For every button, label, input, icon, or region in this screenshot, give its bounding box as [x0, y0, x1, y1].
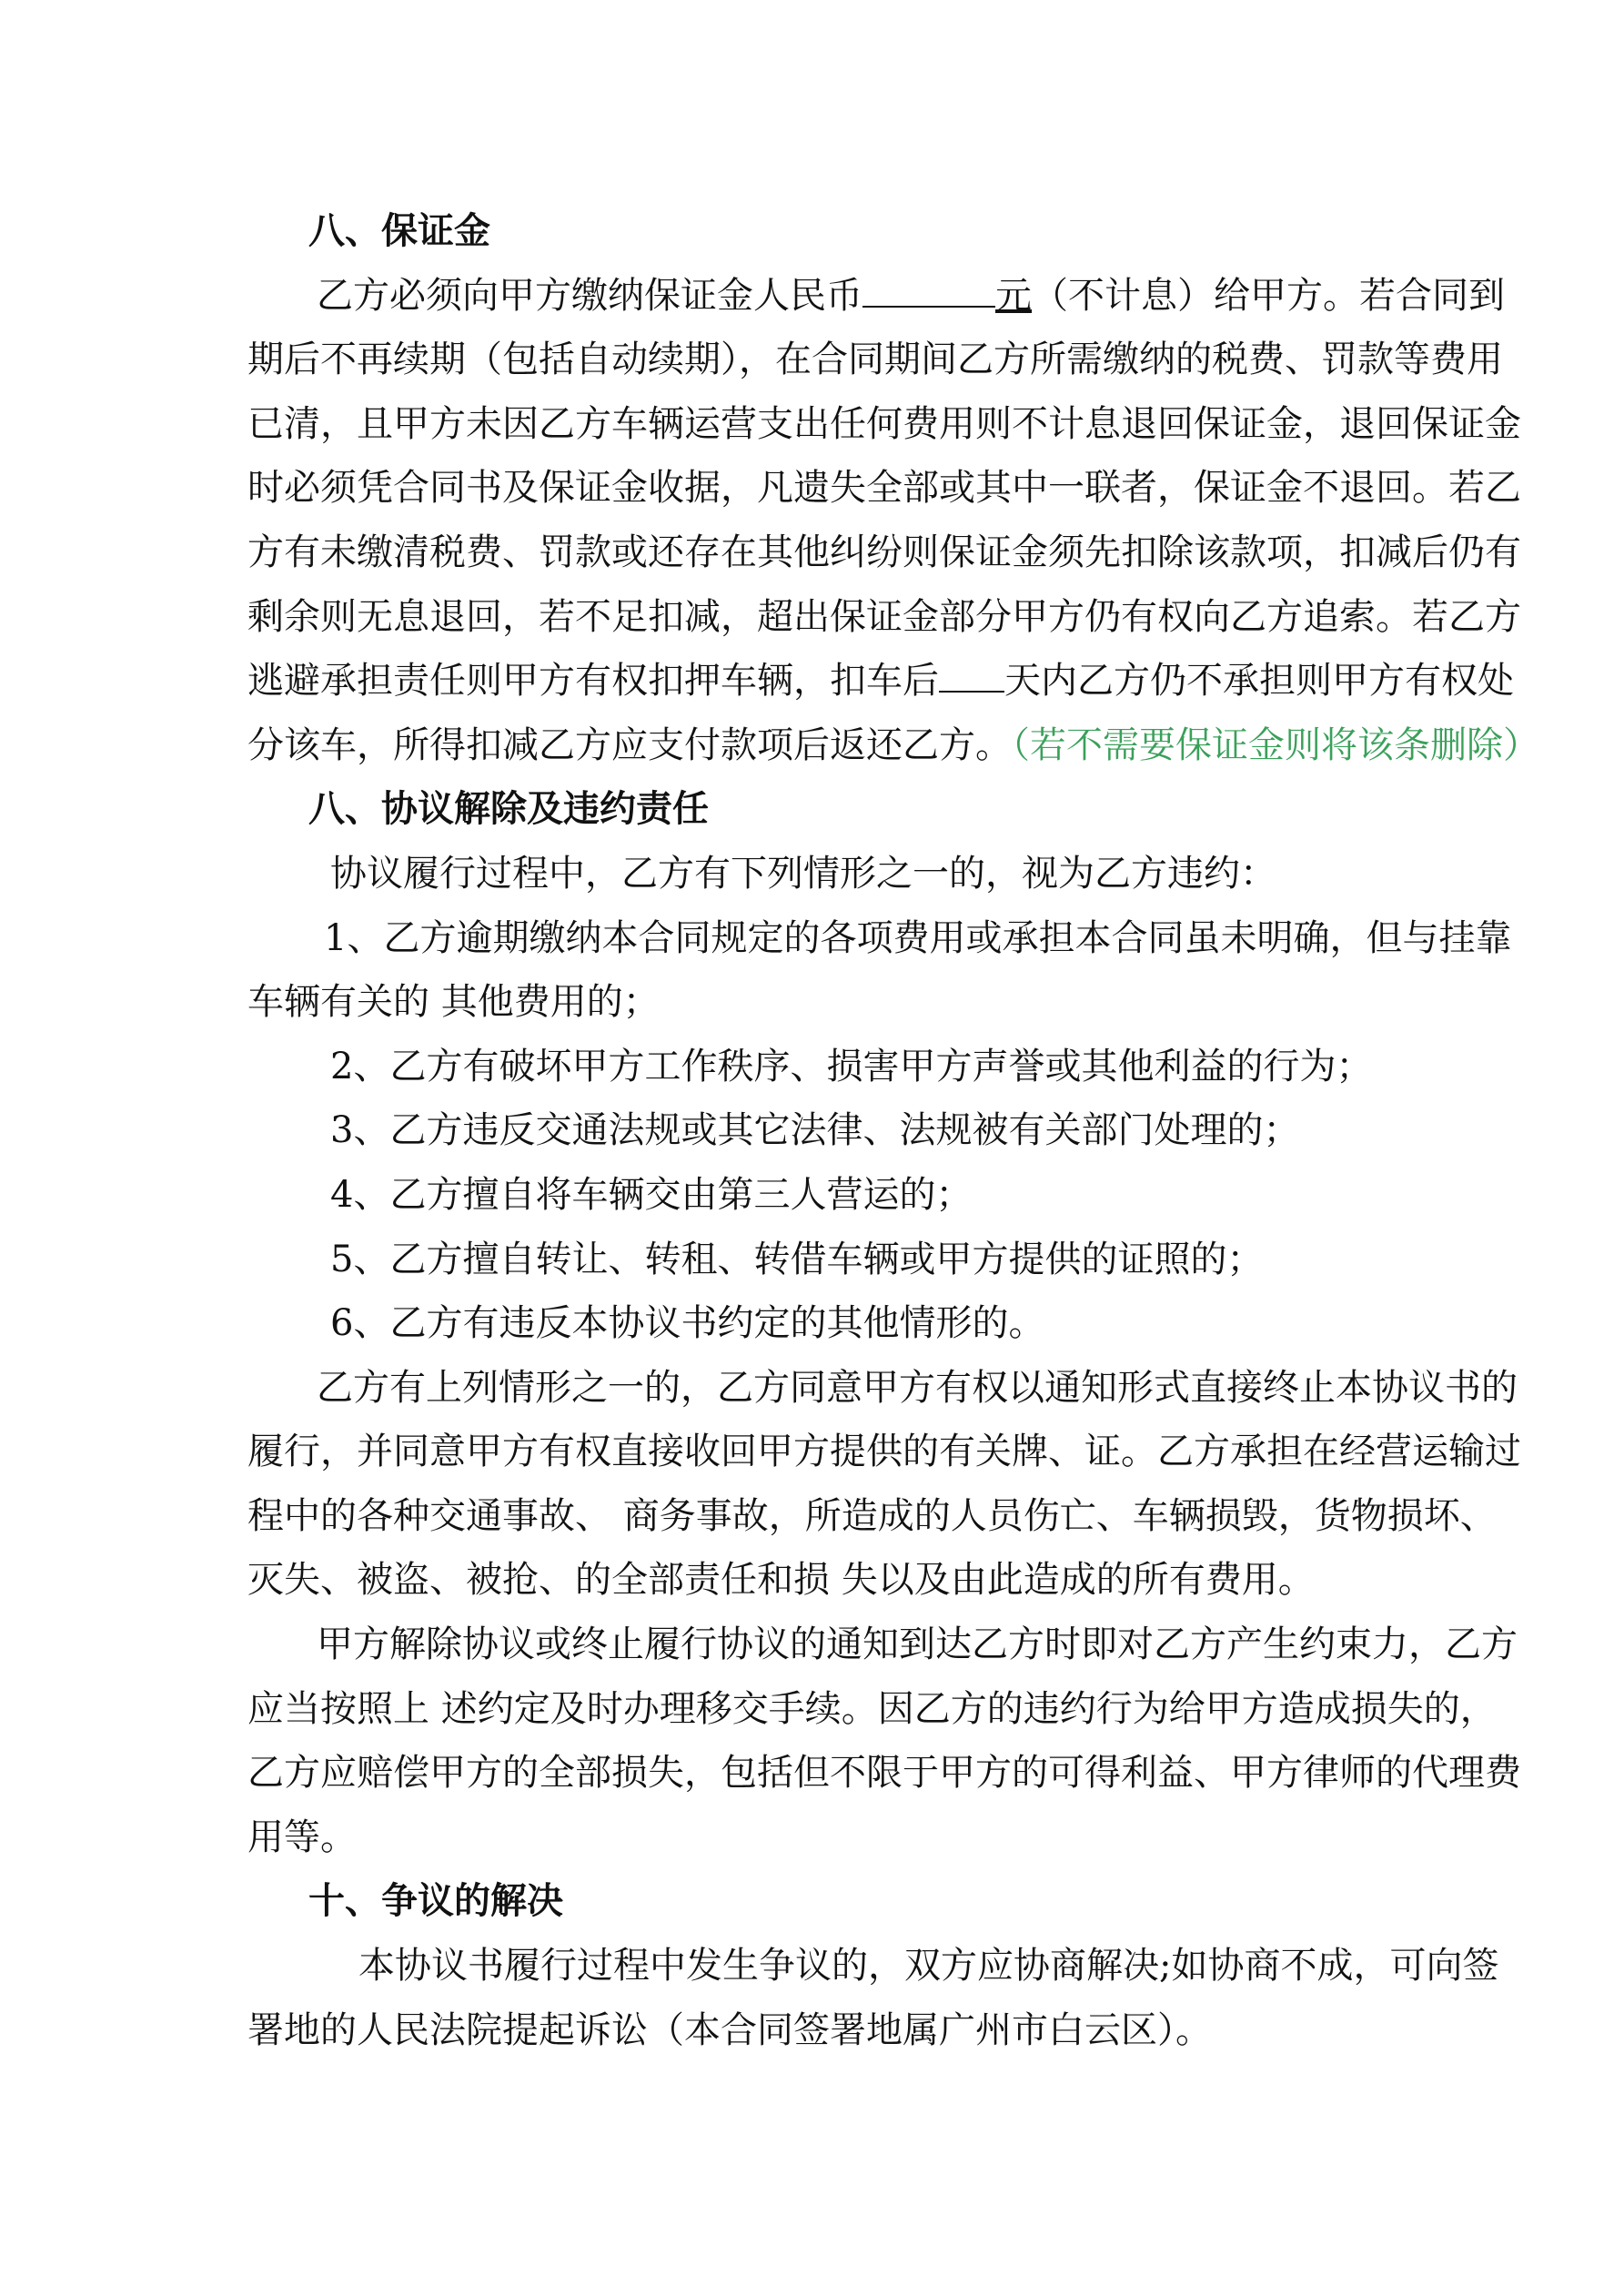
paragraph-line: 甲方解除协议或终止履行协议的通知到达乙方时即对乙方产生约束力，乙方: [317, 1623, 1518, 1666]
intro-line: 协议履行过程中，乙方有下列情形之一的，视为乙方违约：: [330, 852, 1276, 895]
section-heading-termination: 八、协议解除及违约责任: [308, 787, 709, 831]
list-item-continuation: 车辆有关的 其他费用的；: [247, 981, 660, 1024]
paragraph-line: 应当按照上 述约定及时办理移交手续。因乙方的违约行为给甲方造成损失的，: [247, 1687, 1497, 1730]
section-heading-disputes: 十、争议的解决: [308, 1879, 563, 1923]
days-blank: [939, 649, 1004, 693]
paragraph-line: 署地的人民法院提起诉讼（本合同签署地属广州市白云区）。: [247, 2008, 1212, 2051]
paragraph-line: 本协议书履行过程中发生争议的，双方应协商解决;如协商不成，可向签: [358, 1945, 1499, 1988]
paragraph-line: 已清，且甲方未因乙方车辆运营支出任何费用则不计息退回保证金，退回保证金: [247, 402, 1521, 445]
list-item: 6、乙方有违反本协议书约定的其他情形的。: [330, 1302, 1045, 1345]
paragraph-line: [247, 649, 1514, 713]
document-page: [247, 199, 1539, 2062]
paragraph-line: [247, 713, 1539, 778]
deletion-note: （若不需要保证金则将该条删除）: [1012, 723, 1539, 766]
list-item: 2、乙方有破坏甲方工作秩序、损害甲方声誉或其他利益的行为；: [330, 1045, 1373, 1087]
paragraph-line: 用等。: [247, 1816, 357, 1858]
paragraph-line: 程中的各种交通事故、 商务事故，所造成的人员伤亡、车辆损毁，货物损坏、: [247, 1494, 1497, 1537]
paragraph-line: 时必须凭合同书及保证金收据，凡遗失全部或其中一联者，保证金不退回。若乙: [247, 467, 1521, 510]
currency-unit: 元: [995, 274, 1032, 317]
paragraph-line: 履行，并同意甲方有权直接收回甲方提供的有关牌、证。乙方承担在经营运输过: [247, 1431, 1521, 1473]
text: 逃避承担责任则甲方有权扣押车辆，扣车后: [247, 660, 939, 703]
paragraph-line: [247, 264, 1505, 329]
paragraph-line: 灭失、被盗、被抢、的全部责任和损 失以及由此造成的所有费用。: [247, 1559, 1315, 1602]
list-item: 5、乙方擅自转让、转租、转借车辆或甲方提供的证照的；: [330, 1238, 1264, 1280]
paragraph-line: 方有未缴清税费、罚款或还存在其他纠纷则保证金须先扣除该款项，扣减后仍有: [247, 531, 1521, 573]
text: 乙方必须向甲方缴纳保证金人民币: [317, 274, 862, 317]
list-item: 1、乙方逾期缴纳本合同规定的各项费用或承担本合同虽未明确，但与挂靠: [324, 916, 1512, 959]
amount-blank: [862, 264, 995, 308]
list-item: 3、乙方违反交通法规或其它法律、法规被有关部门处理的；: [330, 1109, 1300, 1152]
list-item: 4、乙方擅自将车辆交由第三人营运的；: [330, 1173, 973, 1216]
text: （不计息）给甲方。若合同到: [1032, 274, 1505, 317]
paragraph-line: 乙方应赔偿甲方的全部损失，包括但不限于甲方的可得利益、甲方律师的代理费: [247, 1752, 1521, 1795]
text: 天内乙方仍不承担则甲方有权处: [1004, 660, 1514, 703]
paragraph-line: 乙方有上列情形之一的，乙方同意甲方有权以通知形式直接终止本协议书的: [317, 1366, 1518, 1409]
paragraph-line: 剩余则无息退回，若不足扣减，超出保证金部分甲方仍有权向乙方追索。若乙方: [247, 595, 1521, 638]
section-heading-deposit: 八、保证金: [308, 209, 490, 252]
paragraph-line: 期后不再续期（包括自动续期），在合同期间乙方所需缴纳的税费、罚款等费用: [247, 339, 1503, 381]
text: 分该车，所得扣减乙方应支付款项后返还乙方。: [247, 723, 1012, 766]
